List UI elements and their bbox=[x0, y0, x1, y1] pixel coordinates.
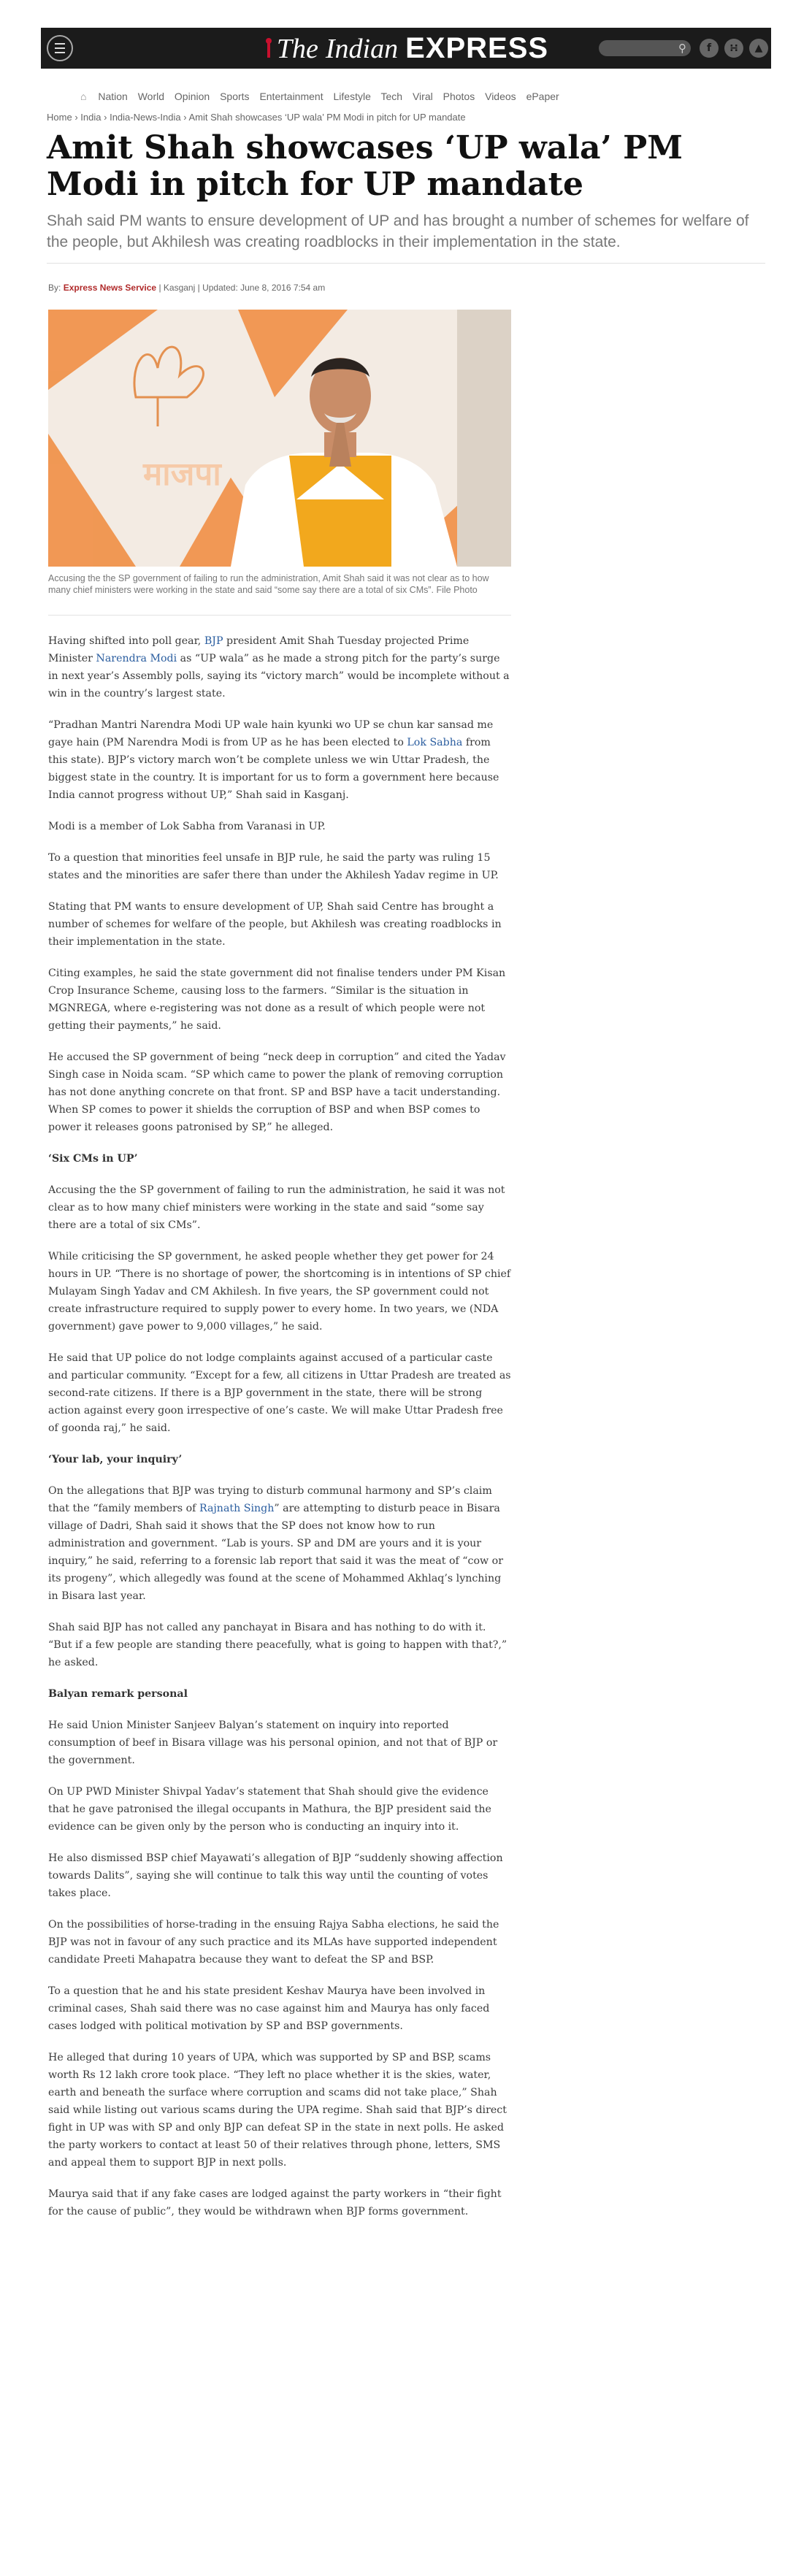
text-run: as “UP wala” as he made a strong pitch for the party’s surge in next year’s Assembly polls, saying its “victory march” would be incomplete without a win in the country’s largest state. bbox=[48, 653, 510, 699]
article-paragraph bbox=[48, 632, 511, 702]
article-paragraph bbox=[48, 716, 511, 804]
nav-item-tech[interactable]: Tech bbox=[380, 91, 403, 102]
article-paragraph: Citing examples, he said the state government did not finalise tenders under PM Kisan Crop Insurance Scheme, causing loss to the farmers. “Similar is the situation in MGNREGA, where e-registering was not done as a result of which people were not getting their payments,” he said. bbox=[48, 967, 506, 1032]
updated-time: Updated: June 8, 2016 7:54 am bbox=[202, 283, 326, 293]
article-paragraph: Shah said BJP has not called any panchayat in Bisara and has nothing to do with it. “But if a few people are standing there peacefully, what is going to happen with that?,” he asked. bbox=[48, 1622, 508, 1668]
article-paragraph: On the possibilities of horse-trading in the ensuing Rajya Sabha elections, he said the BJP was not in favour of any such practice and its MLAs have supported independent candidate Preeti Mahapatra because they want to defeat the SP and BSP. bbox=[48, 1919, 499, 1966]
text-run: “Pradhan Mantri Narendra Modi UP wale hain kyunki wo UP se chun kar sansad me gaye hain (PM Narendra Modi is from UP as he has been elected to bbox=[48, 719, 494, 748]
facebook-icon[interactable]: f bbox=[700, 39, 719, 58]
photo-caption: Accusing the the SP government of failing to run the administration, Amit Shah said it was not clear as to how many chief ministers were working in the state and said “some say there are a total of six CMs”. File Photo bbox=[48, 573, 489, 595]
text-run: On the allegations that BJP was trying to disturb communal harmony and SP’s claim that the “family members of bbox=[48, 1485, 492, 1514]
article-headline: Amit Shah showcases ‘UP wala’ PM Modi in pitch for UP mandate bbox=[47, 129, 683, 203]
section-nav bbox=[80, 91, 567, 102]
article-paragraph: Accusing the the SP government of failing to run the administration, he said it was not clear as to how many chief ministers were working in the state and said “some say there are a total of six CMs”. bbox=[48, 1184, 505, 1231]
article-paragraph: He said that UP police do not lodge complaints against accused of a particular caste and particular community. “Except for a few, all citizens in Uttar Pradesh are treated as second-rate citizens. If there is a BJP government in the state, there will be strong action against every goon irrespective of one’s caste. We will make Uttar Pradesh free of goonda raj,” he said. bbox=[48, 1352, 511, 1434]
article-paragraph bbox=[48, 1482, 511, 1605]
nav-item-nation[interactable]: Nation bbox=[98, 91, 128, 102]
article-paragraph: He alleged that during 10 years of UPA, which was supported by SP and BSP, scams worth Rs 12 lakh crore took place. “They left no place whether it is the skies, water, earth and beneath the surface where corruption and scams did not take place,” Shah said while listing out various scams during the UPA regime. Shah said that BJP’s direct fight in UP was with SP and only BJP can defeat SP in the state in next polls. He asked the party workers to contact at least 50 of their relatives through phone, letters, SMS and appeal them to support BJP in next polls. bbox=[48, 2052, 507, 2169]
narendra-modi-link[interactable]: Narendra Modi bbox=[96, 653, 177, 664]
text-run: president Amit Shah Tuesday projected Prime Minister bbox=[48, 635, 470, 664]
search-input[interactable] bbox=[599, 40, 691, 56]
logo-express: EXPRESS bbox=[405, 32, 549, 64]
article-paragraph: Maurya said that if any fake cases are lodged against the party workers in “their fight for the cause of public”, they would be withdrawn when BJP forms government. bbox=[48, 2188, 502, 2217]
logo-the: The bbox=[276, 34, 318, 64]
bjp-banner-text: माजपा bbox=[143, 456, 221, 493]
nav-item-videos[interactable]: Videos bbox=[485, 91, 516, 102]
author-link[interactable]: Express News Service bbox=[63, 283, 157, 293]
article-paragraph: While criticising the SP government, he asked people whether they get power for 24 hours in UP. “There is no shortage of power, the shortcoming is in intentions of SP chief Mulayam Singh Yadav and CM Akhilesh. In five years, the SP government could not create infrastructure required to supply power to every home. In two years, we (NDA government) gave power to 9,000 villages,” he said. bbox=[48, 1251, 511, 1333]
byline: By: Express News Service | Kasganj | Updated: June 8, 2016 7:54 am bbox=[48, 283, 326, 293]
text-run: ” are attempting to disturb peace in Bisara village of Dadri, Shah said it shows that the SP does not know how to run administration and government. “Lab is yours. SP and DM are yours and it is your inquiry,” he said, referring to a forensic lab report that said it was the meat of “cow or its progeny”, which allegedly was found at the scene of Mohammed Akhlaq’s lynching in Bisara last year. bbox=[48, 1503, 503, 1602]
text-run: from this state). BJP’s victory march won’t be complete unless we win Uttar Pradesh, the biggest state in the country. It is important for us to form a government here because India cannot progress without UP,” Shah said in Kasganj. bbox=[48, 737, 499, 801]
section-heading: ‘Your lab, your inquiry’ bbox=[48, 1454, 183, 1465]
nav-item-opinion[interactable]: Opinion bbox=[174, 91, 210, 102]
home-icon[interactable]: ⌂ bbox=[80, 91, 87, 102]
ramnath-goenka-logo-icon bbox=[264, 37, 274, 59]
nav-item-viral[interactable]: Viral bbox=[412, 91, 433, 102]
article-paragraph: He also dismissed BSP chief Mayawati’s allegation of BJP “suddenly showing affection towards Dalits”, saying she will continue to talk this way until the counting of votes takes place. bbox=[48, 1852, 503, 1899]
search-icon[interactable]: ⚲ bbox=[678, 42, 686, 55]
section-heading: ‘Six CMs in UP’ bbox=[48, 1153, 138, 1165]
breadcrumb-current: Amit Shah showcases ‘UP wala’ PM Modi in pitch for UP mandate bbox=[188, 112, 466, 123]
nav-item-epaper[interactable]: ePaper bbox=[526, 91, 559, 102]
nav-item-entertainment[interactable]: Entertainment bbox=[259, 91, 323, 102]
article-paragraph: To a question that he and his state president Keshav Maurya have been involved in criminal cases, Shah said there was no case against him and Maurya has only faced cases lodged with political motivation by SP and BSP governments. bbox=[48, 1985, 490, 2032]
byline-prefix: By: bbox=[48, 283, 61, 293]
rss-icon[interactable]: ∺ bbox=[724, 39, 743, 58]
breadcrumb bbox=[47, 112, 466, 123]
divider bbox=[48, 615, 511, 616]
logo-indian: Indian bbox=[325, 34, 399, 64]
article-paragraph: To a question that minorities feel unsafe in BJP rule, he said the party was ruling 15 states and the minorities are safer there than under the Akhilesh Yadav regime in UP. bbox=[48, 852, 499, 881]
nav-item-world[interactable]: World bbox=[137, 91, 165, 102]
lok-sabha-link[interactable]: Lok Sabha bbox=[407, 737, 463, 748]
article-paragraph: He accused the SP government of being “neck deep in corruption” and cited the Yadav Singh case in Noida scam. “SP which came to power the plank of removing corruption has not done anything concrete on that front. SP and BSP have a tacit understanding. When SP comes to power it shields the corruption of BSP and when BSP comes to power it releases goons patronised by SP,” he alleged. bbox=[48, 1051, 506, 1133]
breadcrumb-separator: › bbox=[104, 112, 107, 123]
amit-shah-photo bbox=[48, 310, 511, 567]
article-paragraph: On UP PWD Minister Shivpal Yadav’s statement that Shah should give the evidence that he gave patronised the illegal occupants in Mathura, the BJP president said the evidence can be given only by the person who is conducting an inquiry into it. bbox=[48, 1786, 491, 1833]
breadcrumb-separator: › bbox=[183, 112, 187, 123]
article-paragraph: He said Union Minister Sanjeev Balyan’s statement on inquiry into reported consumption of beef in Bisara village was his personal opinion, and not that of BJP or the government. bbox=[48, 1720, 498, 1766]
dateline-location: Kasganj bbox=[163, 283, 196, 293]
article-paragraph: Modi is a member of Lok Sabha from Varanasi in UP. bbox=[48, 821, 326, 832]
breadcrumb-india[interactable]: India bbox=[80, 112, 102, 123]
article-subheadline: Shah said PM wants to ensure development of UP and has brought a number of schemes for welfare of the people, but Akhilesh was creating roadblocks in their implementation in the state. bbox=[47, 212, 749, 250]
text-run: Having shifted into poll gear, bbox=[48, 635, 204, 647]
site-header bbox=[41, 28, 771, 69]
nav-item-sports[interactable]: Sports bbox=[220, 91, 250, 102]
bjp-link[interactable]: BJP bbox=[204, 635, 223, 647]
nav-item-photos[interactable]: Photos bbox=[443, 91, 475, 102]
breadcrumb-separator: › bbox=[74, 112, 78, 123]
article-body bbox=[48, 632, 511, 2234]
lead-photo bbox=[48, 310, 511, 567]
section-heading: Balyan remark personal bbox=[48, 1688, 188, 1700]
rajnath-singh-link[interactable]: Rajnath Singh bbox=[199, 1503, 275, 1514]
android-app-icon[interactable]: ▲ bbox=[749, 39, 768, 58]
nav-item-lifestyle[interactable]: Lifestyle bbox=[333, 91, 371, 102]
breadcrumb-india-news[interactable]: India-News-India bbox=[110, 112, 181, 123]
breadcrumb-home[interactable]: Home bbox=[47, 112, 72, 123]
article-paragraph: Stating that PM wants to ensure development of UP, Shah said Centre has brought a number of schemes for welfare of the people, but Akhilesh was creating roadblocks in their implementation in the state. bbox=[48, 901, 502, 948]
divider bbox=[47, 263, 765, 264]
